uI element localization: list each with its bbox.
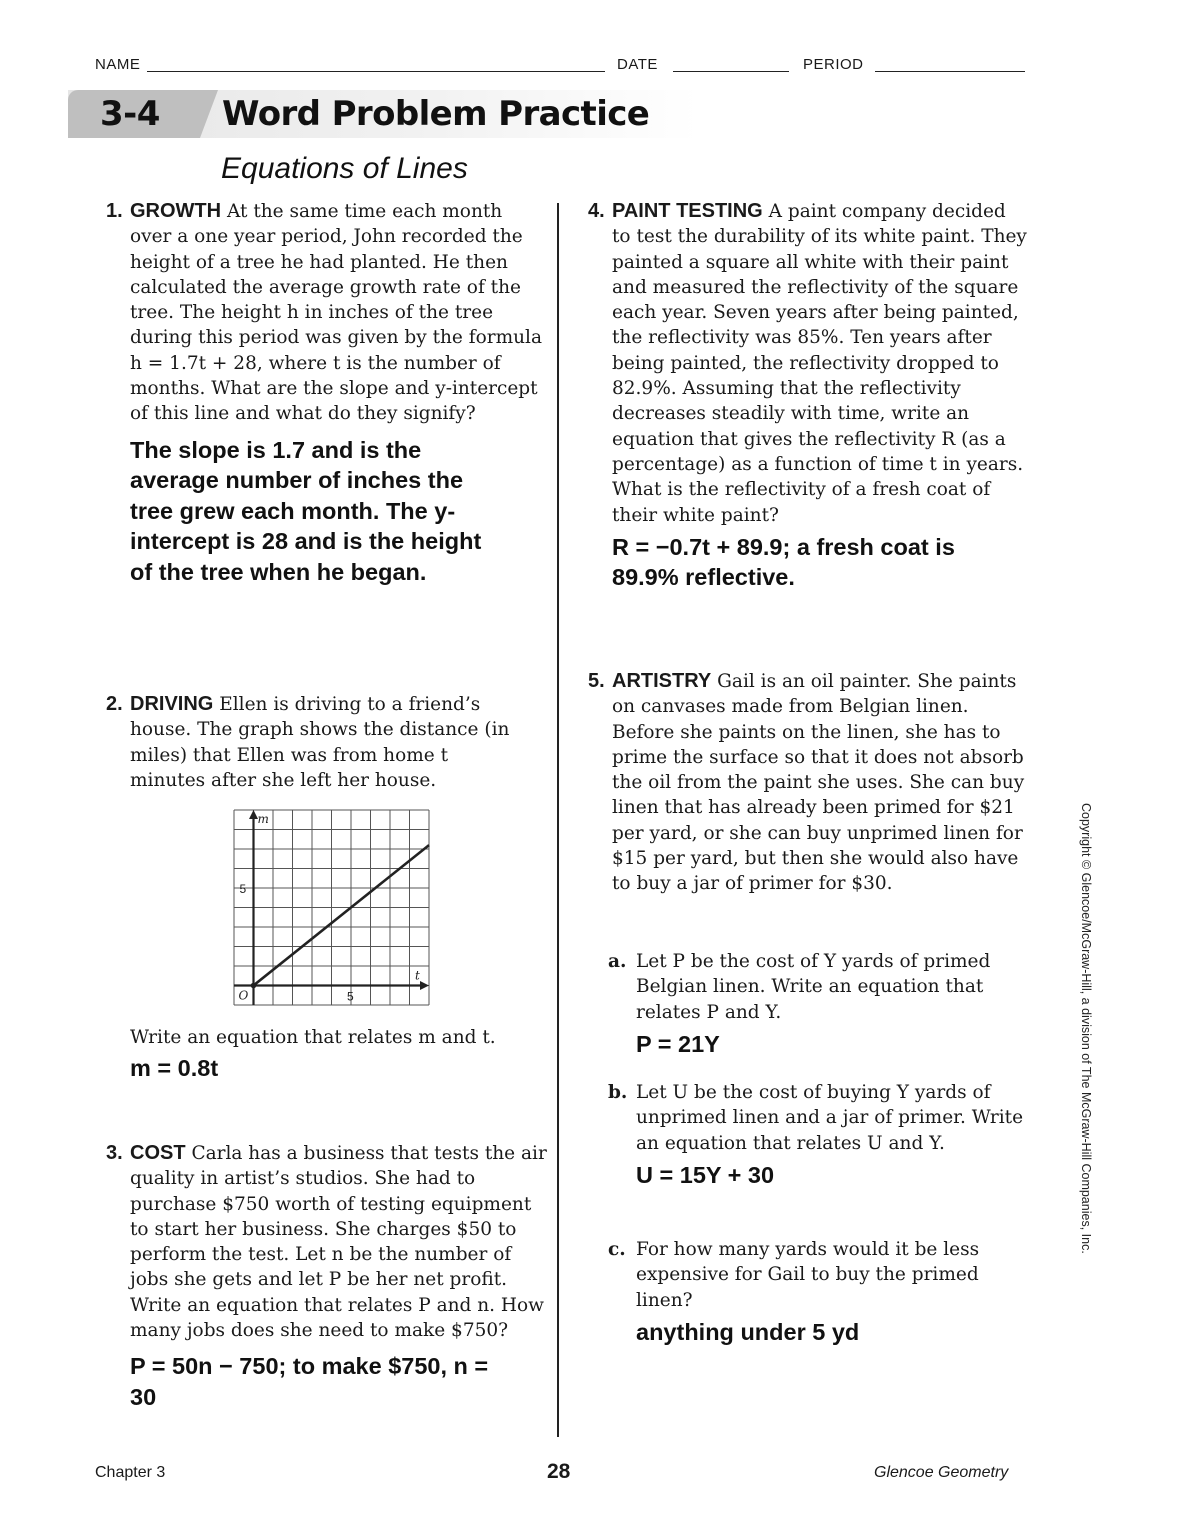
problem-text: Gail is an oil painter. She paints on canvases made from Belgian linen. Before she paints on the linen, she has to prime the surface so that it does not absorb the oil from the paint she uses. She can buy linen that has already been primed for $21 per yard, or she can buy unprimed linen for $15 per yard, but then she would also have to buy a jar of primer for $30. (612, 671, 1025, 895)
problem-text: At the same time each month over a one year period, John recorded the height of a tree he had planted. He then calculated the average growth rate of the tree. The height h in inches of the tree during this period was given by the formula h = 1.7t + 28, where t is the number of months. What are the slope and y-intercept of this line and what do they signify? (130, 201, 542, 425)
problem-answer: The slope is 1.7 and is the average number of inches the tree grew each month. The y-intercept is 28 and is the height of the tree when he began. (130, 436, 482, 585)
subpart-text: Let P be the cost of Y yards of primed Belgian linen. Write an equation that relates P and Y. (636, 951, 991, 1023)
problem-number: 3. (106, 1142, 123, 1164)
problem-5b (608, 1080, 1026, 1190)
problem-answer: R = −0.7t + 89.9; a fresh coat is 89.9% reflective. (612, 533, 955, 591)
problem-1 (106, 199, 544, 587)
problem-5a (608, 949, 1026, 1059)
period-label: PERIOD (803, 56, 864, 73)
period-field (875, 71, 1025, 72)
y-axis-label: m (257, 812, 269, 826)
date-field (673, 71, 789, 72)
subpart-answer: anything under 5 yd (636, 1318, 860, 1345)
distance-graph (232, 808, 433, 1013)
problem-text: Ellen is driving to a friend’s house. The graph shows the distance (in miles) that Ellen was from home t minutes after she left her house. (130, 694, 510, 791)
x-axis-arrow (420, 981, 429, 990)
footer-chapter: Chapter 3 (95, 1464, 166, 1481)
x-tick-label: 5 (347, 989, 354, 1004)
problem-answer: P = 50n − 750; to make $750, n = 30 (130, 1353, 489, 1410)
subpart-label: a. (608, 951, 627, 972)
copyright-notice: Copyright © Glencoe/McGraw-Hill, a division of The McGraw-Hill Companies, Inc. (1079, 803, 1093, 1254)
page-number: 28 (547, 1460, 571, 1483)
subpart-label: c. (608, 1239, 626, 1260)
problem-heading: ARTISTRY (612, 670, 712, 692)
problem-heading: PAINT TESTING (612, 200, 763, 222)
problem-2-question (130, 1025, 550, 1084)
column-divider (557, 203, 559, 1437)
problem-3 (106, 1141, 548, 1412)
problem-5 (588, 669, 1032, 897)
problem-text: A paint company decided to test the durability of its white paint. They painted a square all white with their paint and measured the reflectivity of the square each year. Seven years after being painted, the reflectivity was 85%. Ten years after being painted, the reflectivity dropped to 82.9%. Assuming that the reflectivity decreases steadily with time, write an equation that gives the reflectivity R (as a percentage) as a function of time t in years. What is the reflectivity of a fresh coat of their white paint? (612, 201, 1027, 526)
problem-2 (106, 692, 525, 793)
footer-book: Glencoe Geometry (874, 1464, 1009, 1481)
date-label: DATE (617, 56, 658, 73)
problem-5c (608, 1237, 1026, 1347)
x-axis-label: t (415, 968, 420, 983)
problem-question: Write an equation that relates m and t. (130, 1027, 496, 1048)
subpart-text: Let U be the cost of buying Y yards of unprimed linen and a jar of primer. Write an equation that relates U and Y. (636, 1082, 1024, 1154)
problem-number: 5. (588, 670, 605, 692)
problem-answer: m = 0.8t (130, 1055, 219, 1082)
problem-heading: GROWTH (130, 200, 222, 222)
distance-line (254, 845, 430, 985)
graph-svg (232, 808, 433, 1009)
y-tick-label: 5 (239, 882, 247, 896)
name-label: NAME (95, 56, 141, 73)
header-row (95, 54, 1025, 76)
problem-number: 1. (106, 200, 123, 222)
problem-text: Carla has a business that tests the air quality in artist’s studios. She had to purchase $750 worth of testing equipment to start her business. She charges $50 to perform the test. Let n be the number of jobs she gets and let P be her net profit. Write an equation that relates P and n. How many jobs does she need to make $750? (130, 1143, 547, 1342)
page-subtitle: Equations of Lines (221, 152, 468, 185)
problem-number: 4. (588, 200, 605, 222)
origin-point (251, 983, 257, 989)
page-title: Word Problem Practice (222, 94, 650, 134)
subpart-answer: U = 15Y + 30 (636, 1161, 775, 1188)
subpart-label: b. (608, 1082, 628, 1103)
lesson-number: 3-4 (100, 94, 160, 134)
problem-4 (588, 199, 1028, 593)
subpart-answer: P = 21Y (636, 1030, 720, 1057)
origin-label: O (238, 988, 249, 1003)
name-field (147, 71, 605, 72)
problem-heading: DRIVING (130, 693, 214, 715)
problem-heading: COST (130, 1142, 186, 1164)
problem-number: 2. (106, 693, 123, 715)
subpart-text: For how many yards would it be less expensive for Gail to buy the primed linen? (636, 1239, 980, 1311)
